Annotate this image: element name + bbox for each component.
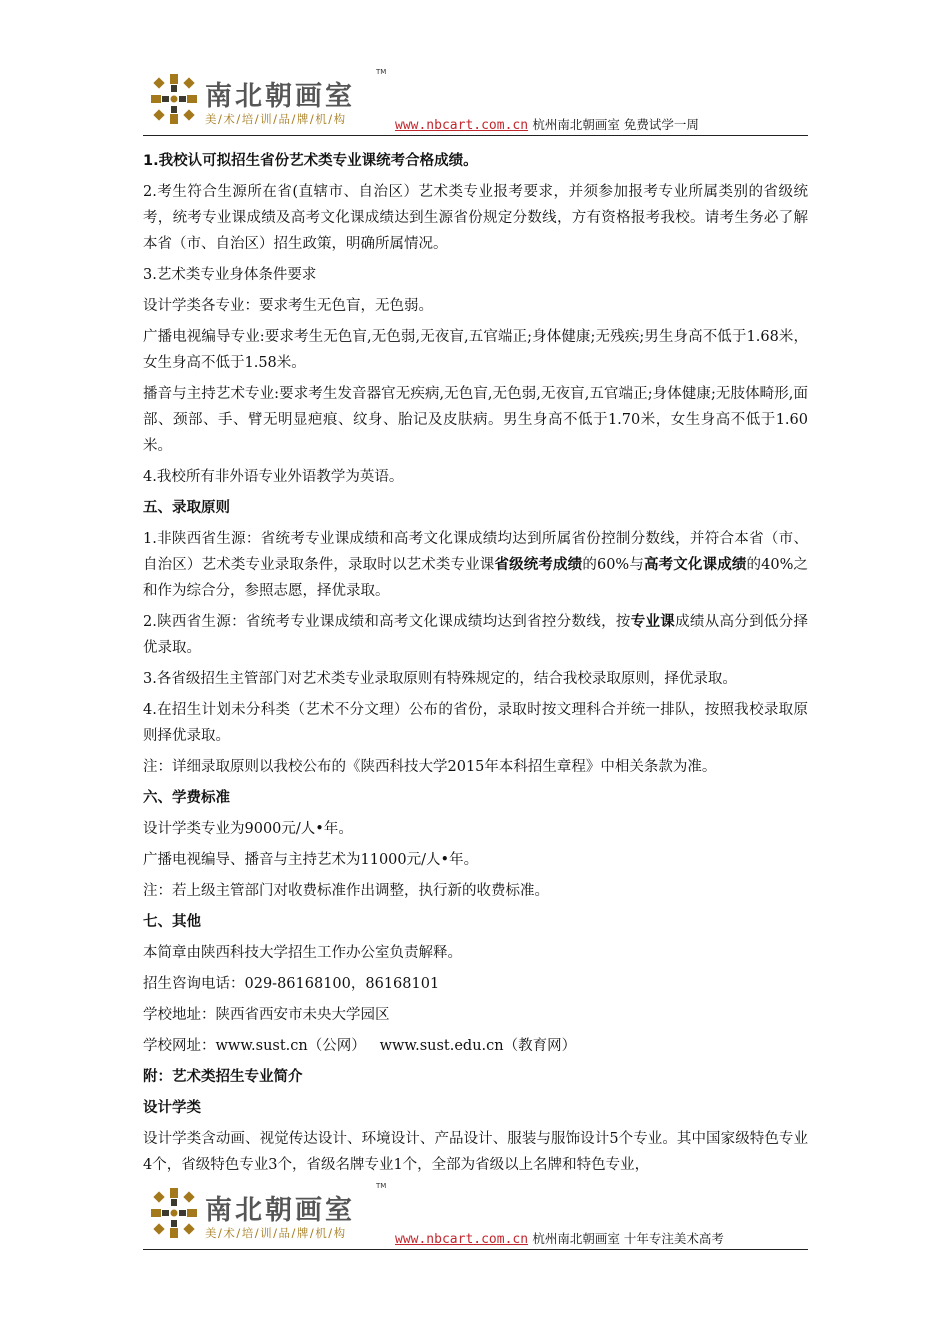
paragraph-5: 广播电视编导专业:要求考生无色盲,无色弱,无夜盲,五官端正;身体健康;无残疾;男生身高不低于1.68米，女生身高不低于1.58米。 bbox=[143, 329, 808, 371]
section-heading-appendix: 附：艺术类招生专业简介 bbox=[143, 1069, 303, 1085]
paragraph-11: 4.在招生计划未分科类（艺术不分文理）公布的省份，录取时按文理科合并统一排队，按照我校录取原则择优录取。 bbox=[143, 702, 808, 744]
paragraph-8-text-c: 的40%之和作为综合分，参照志愿，择优录取。 bbox=[143, 557, 809, 599]
flower-logo-icon bbox=[149, 72, 199, 126]
paragraph-13: 设计学类专业为9000元/人•年。 bbox=[143, 821, 353, 837]
paragraph-8-text-b: 的60%与 bbox=[582, 557, 644, 573]
paragraph-9 bbox=[143, 609, 808, 661]
flower-logo-icon bbox=[149, 1186, 199, 1240]
section-heading-design: 设计学类 bbox=[143, 1100, 201, 1116]
header-rule bbox=[143, 135, 808, 136]
paragraph-8 bbox=[143, 526, 808, 604]
paragraph-17: 招生咨询电话：029-86168100，86168101 bbox=[143, 976, 440, 992]
footer-logo-tagline: 美/术/培/训/品/牌/机/构 bbox=[205, 1226, 347, 1240]
section-heading-admission: 五、录取原则 bbox=[143, 500, 230, 516]
header-site-line bbox=[395, 115, 699, 133]
paragraph-8-bold-b: 高考文化课成绩 bbox=[644, 557, 747, 573]
section-heading-tuition: 六、学费标准 bbox=[143, 790, 230, 806]
paragraph-9-bold: 专业课 bbox=[630, 614, 676, 630]
footer-trademark-mark: TM bbox=[376, 1182, 387, 1190]
paragraph-6: 播音与主持艺术专业:要求考生发音器官无疾病,无色盲,无色弱,无夜盲,五官端正;身体健康;无肢体畸形,面部、颈部、手、臂无明显疤痕、纹身、胎记及皮肤病。男生身高不低于1.70米，女生身高不低于1.60米。 bbox=[143, 386, 808, 454]
paragraph-4: 设计学类各专业：要求考生无色盲，无色弱。 bbox=[143, 298, 433, 314]
header-slogan: 杭州南北朝画室 免费试学一周 bbox=[532, 117, 699, 132]
logo-tagline: 美/术/培/训/品/牌/机/构 bbox=[205, 112, 347, 126]
page-header bbox=[143, 66, 808, 136]
trademark-mark: TM bbox=[376, 68, 387, 76]
footer-url-link[interactable]: www.nbcart.com.cn bbox=[395, 1232, 529, 1247]
paragraph-1: 1.我校认可拟招生省份艺术类专业课统考合格成绩。 bbox=[143, 153, 478, 169]
document-body bbox=[143, 148, 808, 1183]
section-heading-other: 七、其他 bbox=[143, 914, 201, 930]
page-footer bbox=[143, 1180, 808, 1250]
logo bbox=[143, 66, 393, 132]
paragraph-8-bold-a: 省级统考成绩 bbox=[494, 557, 583, 573]
footer-rule bbox=[143, 1249, 808, 1250]
paragraph-2: 2.考生符合生源所在省(直辖市、自治区）艺术类专业报考要求，并须参加报考专业所属类别的省级统考，统考专业课成绩及高考文化课成绩达到生源省份规定分数线，方有资格报考我校。请考生务必了解本省（市、自治区）招生政策，明确所属情况。 bbox=[143, 184, 808, 252]
paragraph-7: 4.我校所有非外语专业外语教学为英语。 bbox=[143, 469, 404, 485]
paragraph-3: 3.艺术类专业身体条件要求 bbox=[143, 267, 317, 283]
footer-slogan: 杭州南北朝画室 十年专注美术高考 bbox=[532, 1231, 724, 1246]
paragraph-8-text-a: 1.非陕西省生源：省统考专业课成绩和高考文化课成绩均达到所属省份控制分数线，并符合本省（市、自治区）艺术类专业录取条件，录取时以艺术类专业课 bbox=[143, 531, 808, 573]
footer-logo-name: 南北朝画室 bbox=[205, 1195, 355, 1226]
header-url-link[interactable]: www.nbcart.com.cn bbox=[395, 118, 529, 133]
paragraph-18: 学校地址：陕西省西安市未央大学园区 bbox=[143, 1007, 390, 1023]
paragraph-20: 设计学类含动画、视觉传达设计、环境设计、产品设计、服装与服饰设计5个专业。其中国家级特色专业4个，省级特色专业3个，省级名牌专业1个，全部为省级以上名牌和特色专业， bbox=[143, 1131, 808, 1173]
paragraph-14: 广播电视编导、播音与主持艺术为11000元/人•年。 bbox=[143, 852, 479, 868]
logo-name: 南北朝画室 bbox=[205, 81, 355, 112]
paragraph-12: 注：详细录取原则以我校公布的《陕西科技大学2015年本科招生章程》中相关条款为准。 bbox=[143, 759, 717, 775]
paragraph-15: 注：若上级主管部门对收费标准作出调整，执行新的收费标准。 bbox=[143, 883, 549, 899]
paragraph-9-text-a: 2.陕西省生源：省统考专业课成绩和高考文化课成绩均达到省控分数线，按 bbox=[143, 614, 631, 630]
footer-logo bbox=[143, 1180, 393, 1246]
paragraph-9-text-b: 成绩从高分到低分择优录取。 bbox=[143, 614, 809, 656]
paragraph-16: 本简章由陕西科技大学招生工作办公室负责解释。 bbox=[143, 945, 462, 961]
paragraph-10: 3.各省级招生主管部门对艺术类专业录取原则有特殊规定的，结合我校录取原则，择优录取。 bbox=[143, 671, 737, 687]
paragraph-19: 学校网址：www.sust.cn（公网） www.sust.edu.cn（教育网） bbox=[143, 1038, 577, 1054]
footer-site-line bbox=[395, 1229, 724, 1247]
